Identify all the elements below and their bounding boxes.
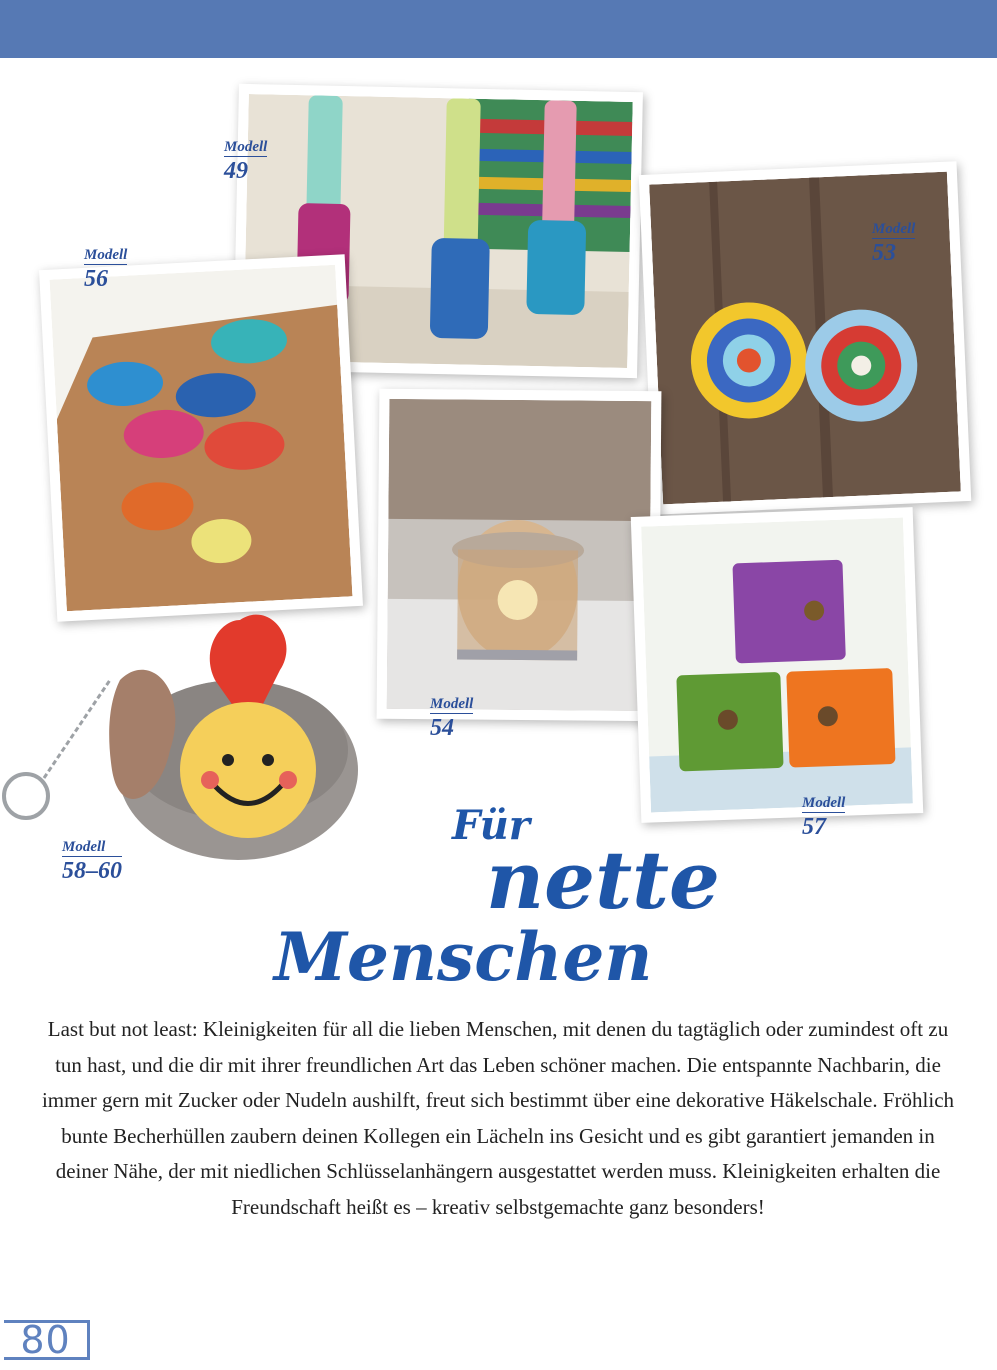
page-number: 80	[4, 1320, 90, 1360]
model-word: Modell	[802, 795, 846, 811]
model-number: 54	[430, 715, 454, 741]
candle-holder-image	[387, 399, 652, 711]
photo-mug-cozies	[631, 507, 924, 823]
headline-line-3: Menschen	[274, 918, 653, 996]
model-label-53	[872, 222, 915, 265]
model-number: 57	[802, 814, 826, 840]
crochet-baskets-image	[50, 265, 353, 612]
headline-line-1: Für	[452, 802, 530, 849]
mug-cozies-image	[641, 518, 913, 813]
model-number: 49	[224, 158, 248, 184]
model-label-49	[224, 140, 267, 183]
model-word: Modell	[224, 139, 268, 155]
model-label-56	[84, 248, 127, 291]
model-word: Modell	[62, 839, 106, 855]
photo-crochet-ornaments	[639, 161, 972, 515]
model-number: 56	[84, 266, 108, 292]
model-label-57	[802, 796, 845, 839]
model-label-58-60	[62, 840, 122, 883]
photo-crochet-baskets	[39, 254, 363, 622]
model-word: Modell	[430, 696, 474, 712]
photo-candle-holder	[377, 389, 662, 721]
model-label-54	[430, 697, 473, 740]
top-color-bar	[0, 0, 997, 58]
model-number: 58–60	[62, 858, 122, 884]
body-paragraph: Last but not least: Kleinigkeiten für all die lieben Menschen, mit denen du tagtäglich oder zumindest oft zu tun hast, und die dir mit ihrer freundlichen Art das Leben schöner machen. Die entspannte Nachbarin, die immer gern mit Zucker oder Nudeln aushilft, freut sich bestimmt über eine dekorative Häkelschale. Fröhlich bunte Becherhüllen zaubern deinen Kollegen ein Lächeln ins Gesicht und es gibt garantiert jemanden in deiner Nähe, der mit niedlichen Schlüsselanhängern ausgestattet werden muss. Kleinigkeiten erhalten die Freundschaft heißt es – kreativ selbstgemachte ganz besonders!	[41, 1017, 955, 1219]
headline-line-2: nette	[486, 833, 720, 927]
model-word: Modell	[84, 247, 128, 263]
model-word: Modell	[872, 221, 916, 237]
keychains-bowl-image	[0, 600, 360, 900]
model-number: 53	[872, 240, 896, 266]
